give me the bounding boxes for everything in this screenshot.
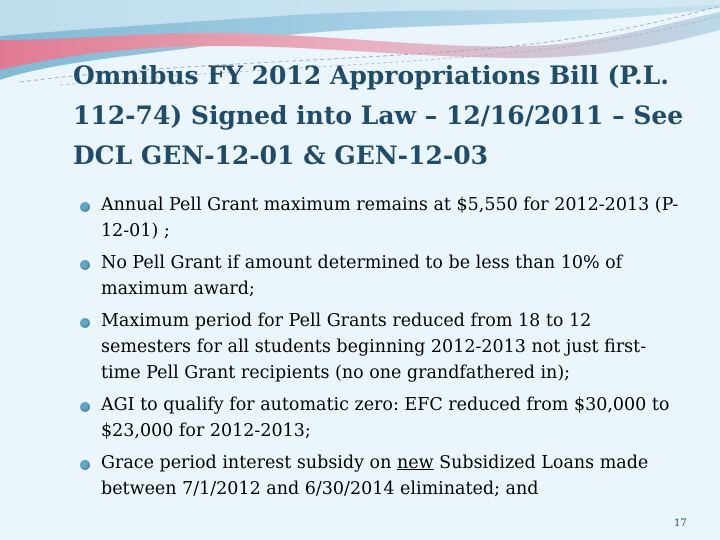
bullet-icon (80, 260, 90, 270)
bullet-icon (80, 460, 90, 470)
list-item (80, 392, 680, 444)
bullet-text: AGI to qualify for automatic zero: EFC reduced from $30,000 to $23,000 for 2012-2013; (101, 395, 670, 441)
bullet-text-before: Grace period interest subsidy on (101, 453, 397, 473)
bullet-text: Maximum period for Pell Grants reduced from 18 to 12 semesters for all students beginning 2012-2013 not just first-time Pell Grant recipients (no one grandfathered in); (101, 311, 647, 383)
bullet-icon (80, 202, 90, 212)
list-item (80, 450, 680, 502)
bullet-text: No Pell Grant if amount determined to be less than 10% of maximum award; (101, 253, 623, 299)
bullet-icon (80, 402, 90, 412)
bullet-list (80, 192, 680, 508)
list-item (80, 192, 680, 244)
slide-title: Omnibus FY 2012 Appropriations Bill (P.L. 112-74) Signed into Law – 12/16/2011 – See DCL GEN-12-01 & GEN-12-03 (73, 61, 684, 170)
bullet-text: Annual Pell Grant maximum remains at $5,550 for 2012-2013 (P-12-01) ; (101, 195, 679, 241)
bullet-text-after: Subsidized Loans made between 7/1/2012 and 6/30/2014 eliminated; and (101, 453, 649, 499)
underlined-word: new (396, 453, 434, 473)
list-item (80, 308, 680, 386)
page-number: 17 (674, 518, 687, 529)
bullet-icon (80, 318, 90, 328)
bullet-text (101, 453, 648, 499)
list-item (80, 250, 680, 302)
